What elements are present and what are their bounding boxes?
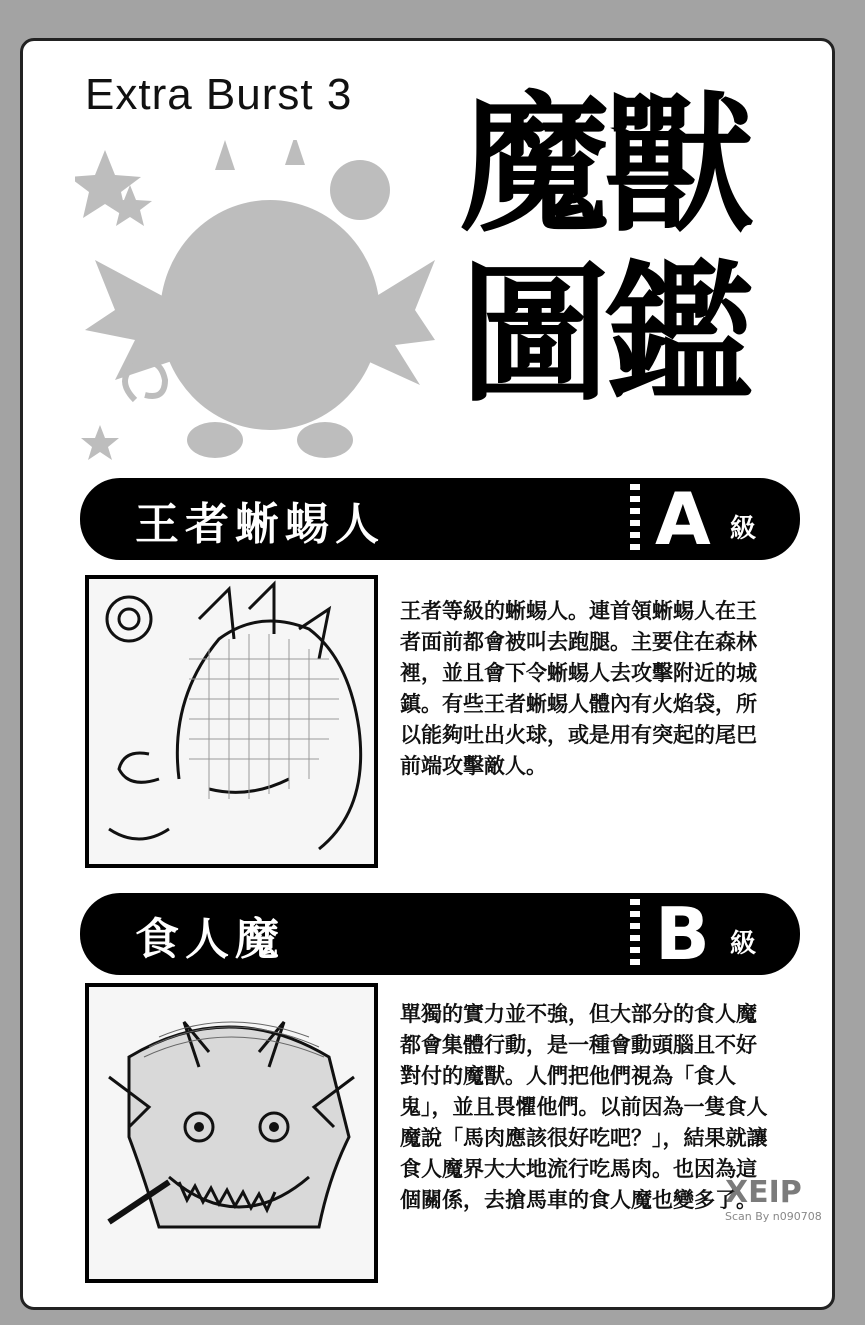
monster-description: 王者等級的蜥蜴人。連首領蜥蜴人在王者面前都會被叫去跑腿。主要住在森林裡，並且會下令蜥蜴人去攻擊附近的城鎮。有些王者蜥蜴人體內有火焰袋，所以能夠吐出火球，或是用有突起的尾巴前端攻擊敵人。 [400,598,757,778]
main-title: 魔獸圖鑑 [460,77,749,423]
monster-portrait [85,983,378,1283]
star-icon [81,425,119,460]
ogre-illustration [89,987,374,1279]
lizard-king-illustration [89,579,374,864]
entry-banner [80,893,800,975]
scan-watermark [725,1175,835,1295]
divider-dots [630,899,640,969]
watermark-credit: Scan By n090708 [725,1210,822,1223]
rank-suffix: 級 [730,514,757,544]
rank-letter: B [655,892,710,976]
monster-name: 王者蜥蜴人 [135,499,385,550]
monster-portrait [85,575,378,868]
monster-description: 單獨的實力並不強，但大部分的食人魔都會集體行動，是一種會動頭腦且不好對付的魔獸。人們把他們視為「食人鬼」，並且畏懼他們。以前因為一隻食人魔說「馬肉應該很好吃吧？」，結果就讓食人魔界大大地流行吃馬肉。也因為這個關係，去搶馬車的食人魔也變多了。 [400,1001,768,1212]
mascot-silhouette-icon [75,140,435,470]
rank-suffix: 級 [730,929,757,959]
entry-banner [80,478,800,560]
monster-name: 食人魔 [135,914,285,965]
divider-dots [630,484,640,554]
rank-letter: A [655,477,711,561]
extra-title: Extra Burst 3 [85,70,353,119]
watermark-mark: XEIP [725,1175,802,1210]
